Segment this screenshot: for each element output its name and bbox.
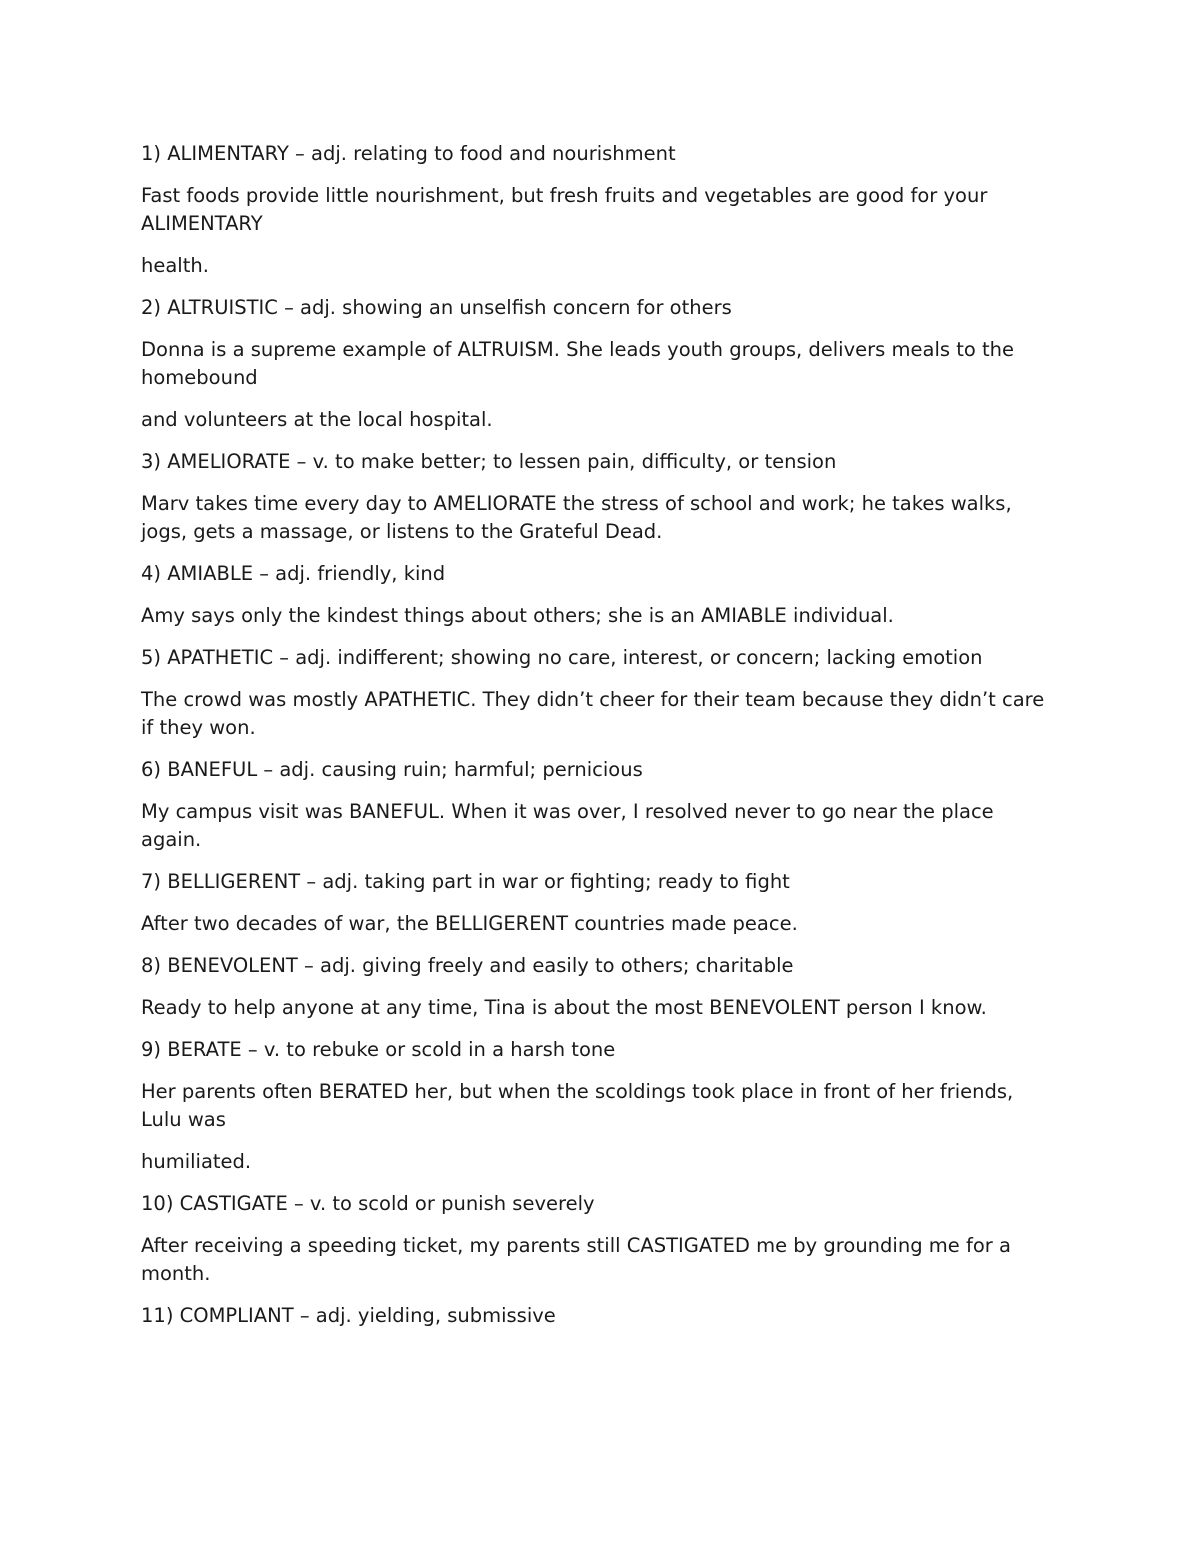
example-9: Her parents often BERATED her, but when the scoldings took place in front of her friends, Lulu was — [141, 1080, 1014, 1131]
definition-8: 8) BENEVOLENT – adj. giving freely and easily to others; charitable — [141, 954, 794, 977]
example-10: After receiving a speeding ticket, my parents still CASTIGATED me by grounding me for a month. — [141, 1234, 1011, 1285]
example-7: After two decades of war, the BELLIGERENT countries made peace. — [141, 912, 798, 935]
definition-7: 7) BELLIGERENT – adj. taking part in war or fighting; ready to fight — [141, 870, 790, 893]
example-6: My campus visit was BANEFUL. When it was over, I resolved never to go near the place again. — [141, 800, 994, 851]
example-5: The crowd was mostly APATHETIC. They didn’t cheer for their team because they didn’t care if they won. — [141, 688, 1045, 739]
definition-9: 9) BERATE – v. to rebuke or scold in a harsh tone — [141, 1038, 616, 1061]
definition-1: 1) ALIMENTARY – adj. relating to food and nourishment — [141, 142, 676, 165]
example-1: Fast foods provide little nourishment, but fresh fruits and vegetables are good for your ALIMENTARY — [141, 184, 988, 235]
example-3: Marv takes time every day to AMELIORATE the stress of school and work; he takes walks, jogs, gets a massage, or listens to the Grateful Dead. — [141, 492, 1012, 543]
definition-3: 3) AMELIORATE – v. to make better; to lessen pain, difficulty, or tension — [141, 450, 837, 473]
example-8: Ready to help anyone at any time, Tina is about the most BENEVOLENT person I know. — [141, 996, 987, 1019]
example-2-continued: and volunteers at the local hospital. — [141, 408, 493, 431]
definition-11: 11) COMPLIANT – adj. yielding, submissive — [141, 1304, 556, 1327]
definition-4: 4) AMIABLE – adj. friendly, kind — [141, 562, 446, 585]
example-9-continued: humiliated. — [141, 1150, 252, 1173]
definition-5: 5) APATHETIC – adj. indifferent; showing no care, interest, or concern; lacking emotion — [141, 646, 983, 669]
document-page — [141, 140, 1056, 1344]
example-2: Donna is a supreme example of ALTRUISM. She leads youth groups, delivers meals to the homebound — [141, 338, 1015, 389]
definition-6: 6) BANEFUL – adj. causing ruin; harmful; pernicious — [141, 758, 643, 781]
definition-10: 10) CASTIGATE – v. to scold or punish severely — [141, 1192, 595, 1215]
example-1-continued: health. — [141, 254, 209, 277]
example-4: Amy says only the kindest things about others; she is an AMIABLE individual. — [141, 604, 894, 627]
definition-2: 2) ALTRUISTIC – adj. showing an unselfish concern for others — [141, 296, 732, 319]
